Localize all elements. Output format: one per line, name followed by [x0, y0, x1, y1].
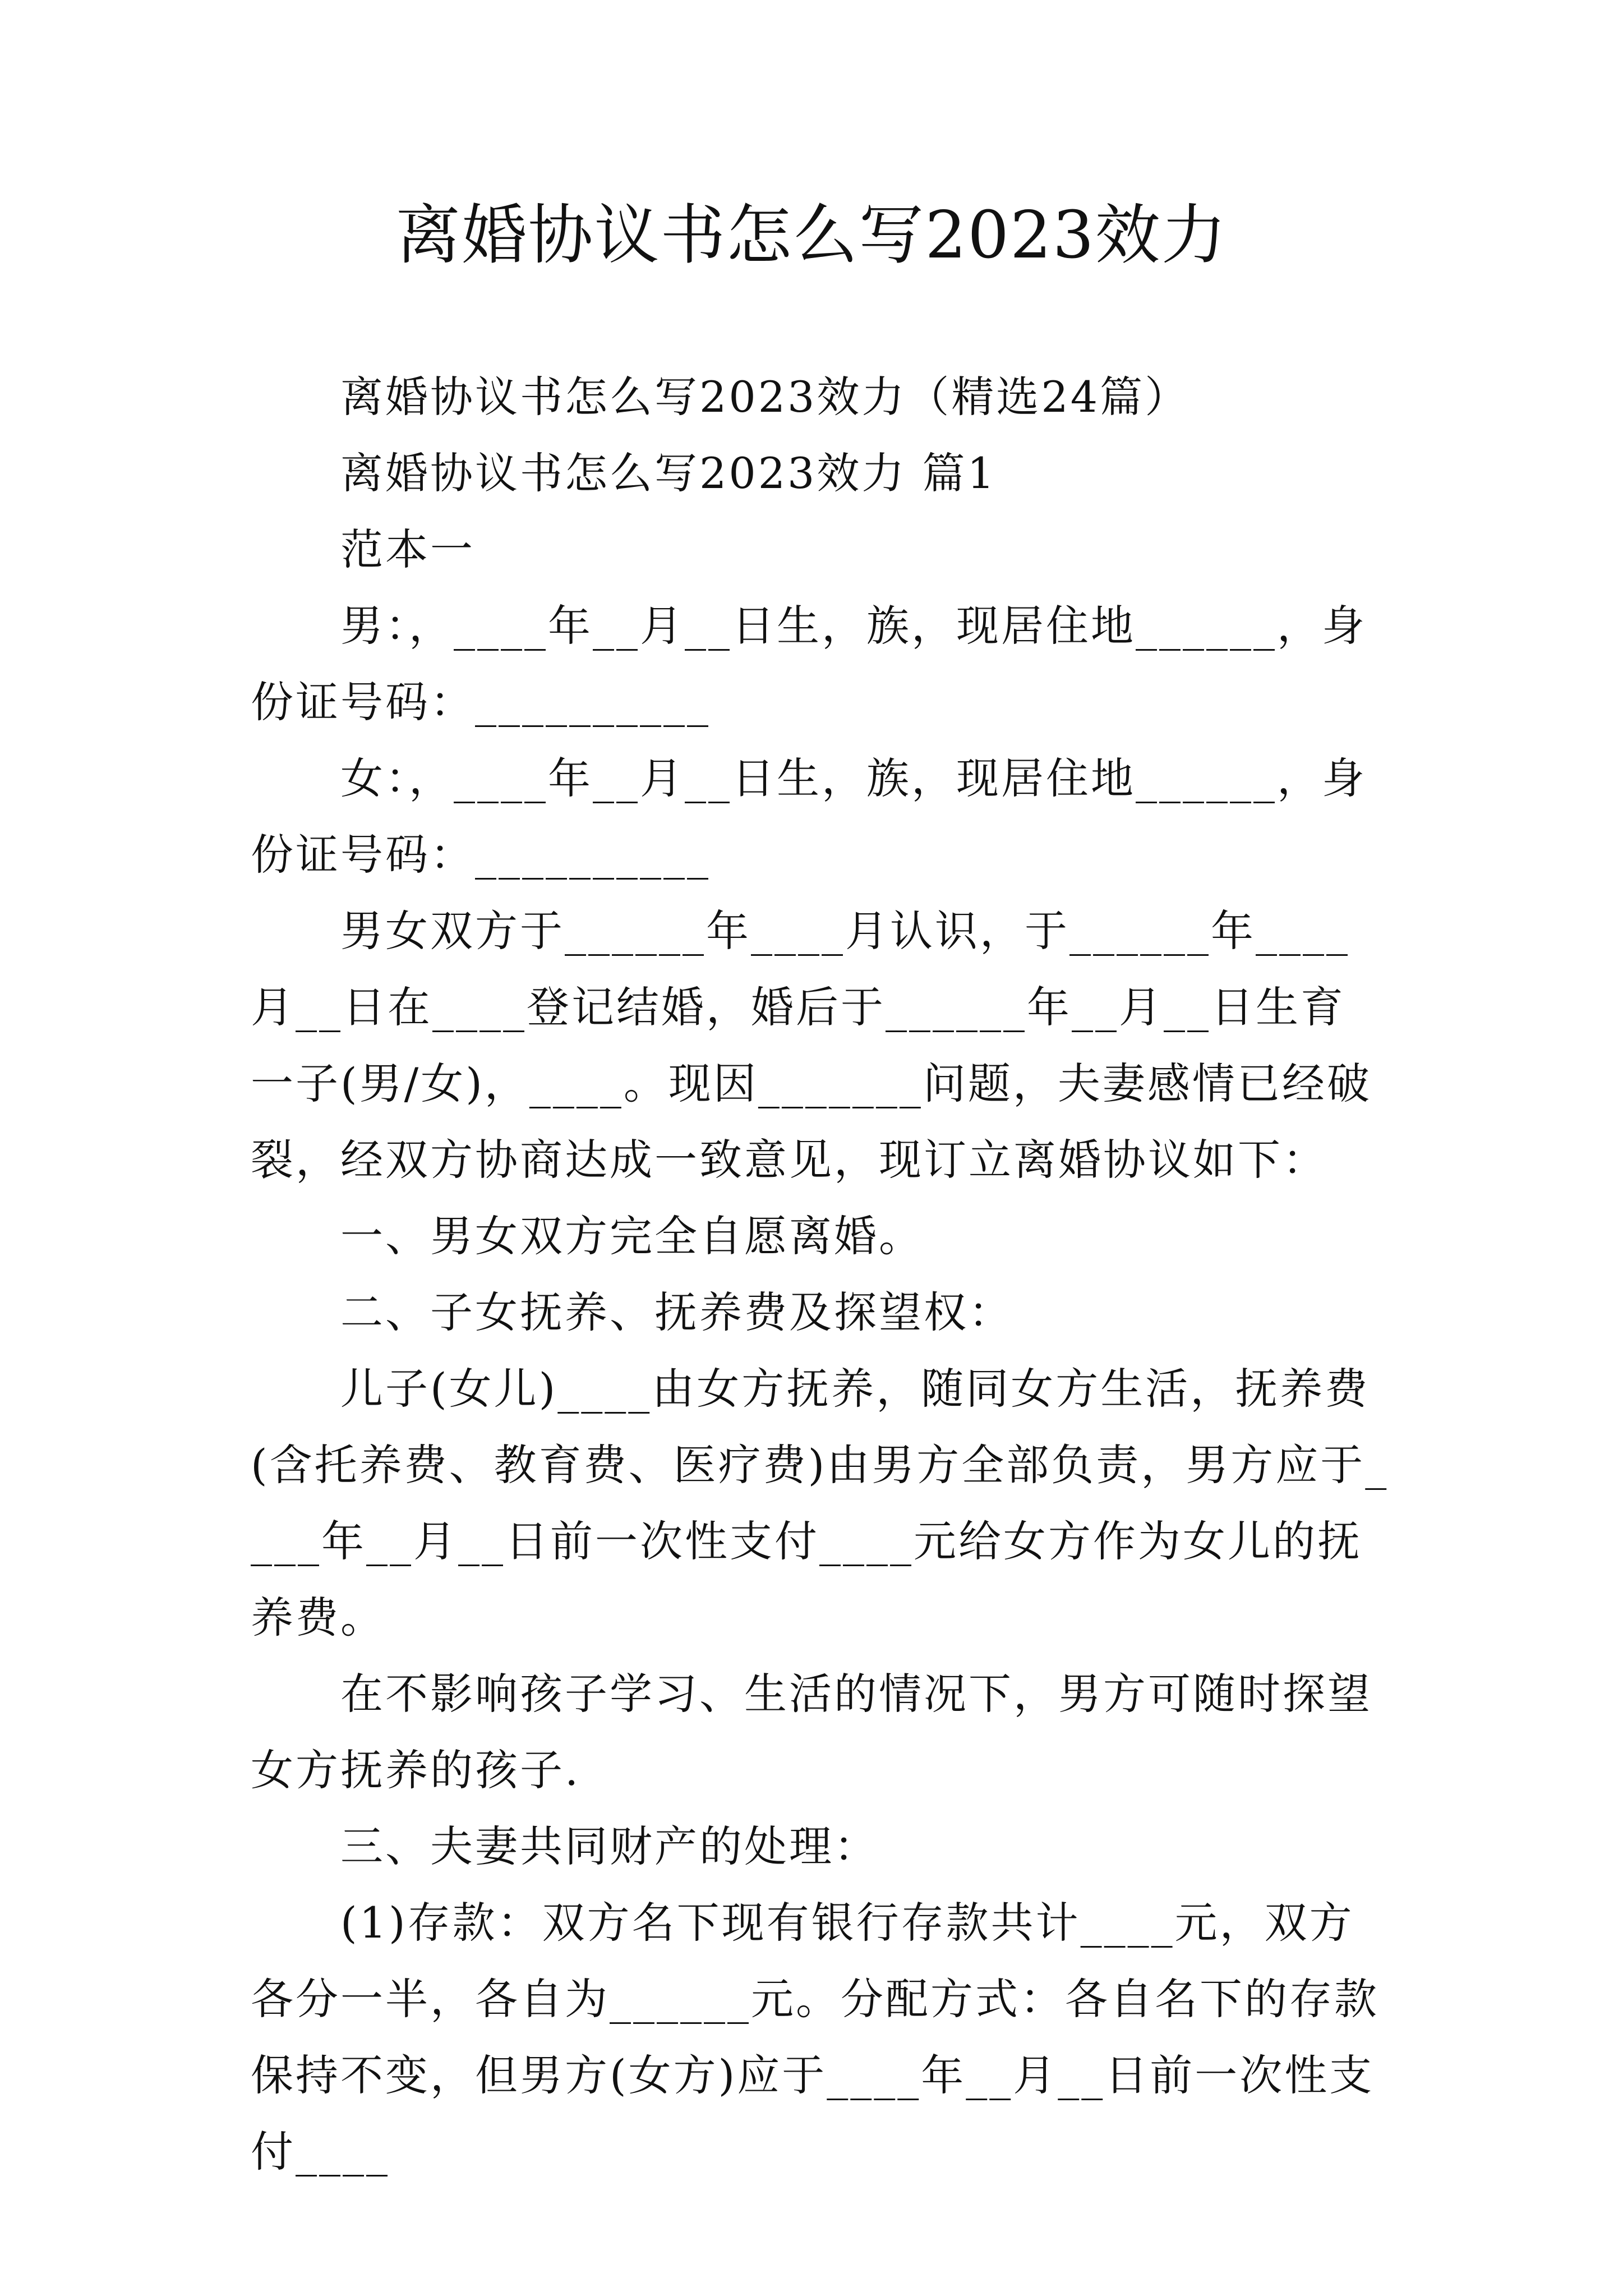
paragraph-clause-2-heading: 二、子女抚养、抚养费及探望权： — [340, 1287, 1013, 1337]
paragraph-subtitle: 离婚协议书怎么写2023效力（精选24篇） — [340, 372, 1190, 422]
paragraph-marriage-background: 男女双方于______年____月认识，于______年____月__日在____登记结婚，婚后于______年__月__日生育一子(男/女)，____。现因_______问题，夫妻感情已经破裂，经双方协商达成一致意见，现订立离婚协议如下： — [251, 906, 1372, 1185]
paragraph-deposits: (1)存款：双方名下现有银行存款共计____元，双方各分一半，各自为______元。分配方式：各自名下的存款保持不变，但男方(女方)应于____年__月__日前一次性支付____ — [251, 1898, 1379, 2177]
paragraph-clause-1: 一、男女双方完全自愿离婚。 — [340, 1211, 924, 1261]
paragraph-section-heading: 离婚协议书怎么写2023效力 篇1 — [340, 448, 997, 498]
paragraph-clause-3-heading: 三、夫妻共同财产的处理： — [340, 1821, 879, 1871]
paragraph-child-support: 儿子(女儿)____由女方抚养，随同女方生活，抚养费(含托养费、教育费、医疗费)由男方全部负责，男方应于____年__月__日前一次性支付____元给女方作为女儿的抚养费。 — [251, 1364, 1389, 1642]
document-body — [251, 359, 1389, 2190]
paragraph-male-party: 男：，____年__月__日生，族，现居住地______，身份证号码：__________ — [251, 601, 1367, 727]
paragraph-visitation: 在不影响孩子学习、生活的情况下，男方可随时探望女方抚养的孩子. — [251, 1669, 1372, 1795]
paragraph-template-label: 范本一 — [340, 524, 475, 574]
document-title: 离婚协议书怎么写2023效力 — [395, 197, 1228, 273]
paragraph-female-party: 女：，____年__月__日生，族，现居住地______，身份证号码：__________ — [251, 753, 1367, 880]
